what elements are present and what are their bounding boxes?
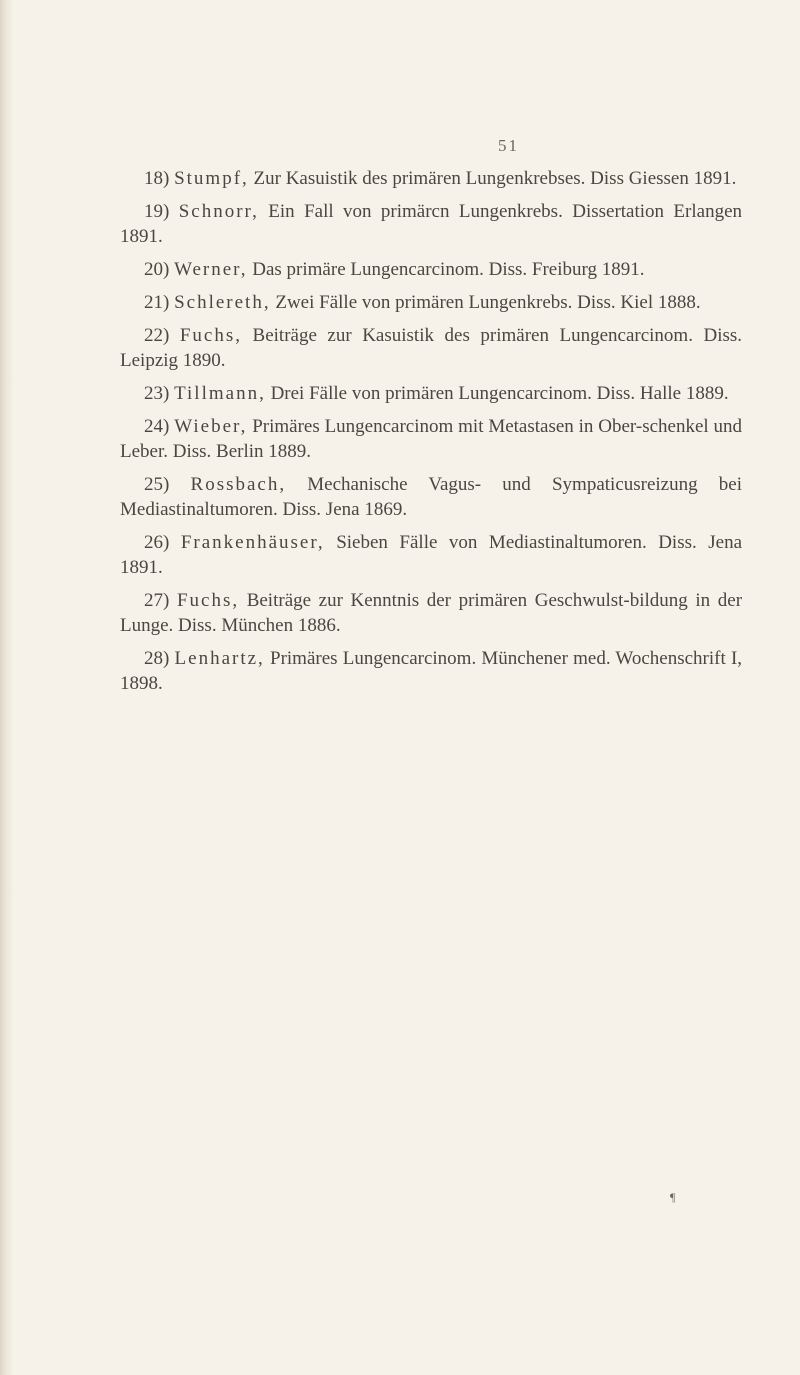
- reference-number: 19): [144, 201, 170, 222]
- reference-list: [120, 166, 742, 704]
- reference-number: 18): [144, 168, 170, 189]
- reference-number: 24): [144, 416, 170, 437]
- reference-author: Fuchs,: [176, 590, 240, 611]
- margin-mark: ¶: [670, 1190, 676, 1204]
- reference-text: Zwei Fälle von primären Lungenkrebs. Diss. Kiel 1888.: [275, 292, 701, 313]
- reference-number: 26): [144, 532, 170, 553]
- reference-number: 21): [144, 292, 170, 313]
- reference-text: Das primäre Lungencarcinom. Diss. Freiburg 1891.: [252, 259, 645, 280]
- reference-text: Ein Fall von primärcn Lungenkrebs. Dissertation Erlangen 1891.: [120, 201, 743, 247]
- reference-entry: [120, 290, 742, 315]
- reference-author: Werner,: [174, 259, 248, 280]
- reference-number: 23): [144, 383, 170, 404]
- reference-number: 20): [144, 259, 170, 280]
- reference-text: Zur Kasuistik des primären Lungenkrebses. Diss Giessen 1891.: [253, 168, 737, 189]
- reference-number: 28): [144, 648, 170, 669]
- reference-author: Frankenhäuser,: [180, 532, 325, 553]
- reference-author: Stumpf,: [174, 168, 249, 189]
- reference-entry: [120, 530, 742, 580]
- reference-text: Beiträge zur Kasuistik des primären Lungencarcinom. Diss. Leipzig 1890.: [120, 325, 743, 371]
- reference-author: Fuchs,: [179, 325, 243, 346]
- reference-author: Lenhartz,: [174, 648, 265, 669]
- reference-entry: [120, 588, 742, 638]
- reference-entry: [120, 323, 742, 373]
- reference-entry: [120, 166, 742, 191]
- reference-author: Schlereth,: [174, 292, 271, 313]
- reference-number: 25): [144, 474, 170, 495]
- reference-number: 27): [144, 590, 170, 611]
- reference-entry: [120, 414, 742, 464]
- reference-entry: [120, 257, 742, 282]
- reference-entry: [120, 646, 742, 696]
- reference-text: Primäres Lungencarcinom mit Metastasen in Ober-schenkel und Leber. Diss. Berlin 1889.: [120, 416, 743, 462]
- reference-author: Tillmann,: [174, 383, 266, 404]
- reference-text: Beiträge zur Kenntnis der primären Geschwulst-bildung in der Lunge. Diss. München 1886.: [120, 590, 743, 636]
- reference-author: Rossbach,: [190, 474, 287, 495]
- reference-text: Sieben Fälle von Mediastinaltumoren. Diss. Jena 1891.: [120, 532, 743, 578]
- reference-author: Schnorr,: [178, 201, 259, 222]
- reference-entry: [120, 381, 742, 406]
- reference-entry: [120, 199, 742, 249]
- page-number: 51: [498, 136, 519, 155]
- reference-entry: [120, 472, 742, 522]
- reference-text: Drei Fälle von primären Lungencarcinom. Diss. Halle 1889.: [270, 383, 729, 404]
- reference-number: 22): [144, 325, 170, 346]
- reference-text: Primäres Lungencarcinom. Münchener med. Wochenschrift I, 1898.: [120, 648, 743, 694]
- reference-text: Mechanische Vagus- und Sympaticusreizung bei Mediastinaltumoren. Diss. Jena 1869.: [120, 474, 743, 520]
- reference-author: Wieber,: [174, 416, 248, 437]
